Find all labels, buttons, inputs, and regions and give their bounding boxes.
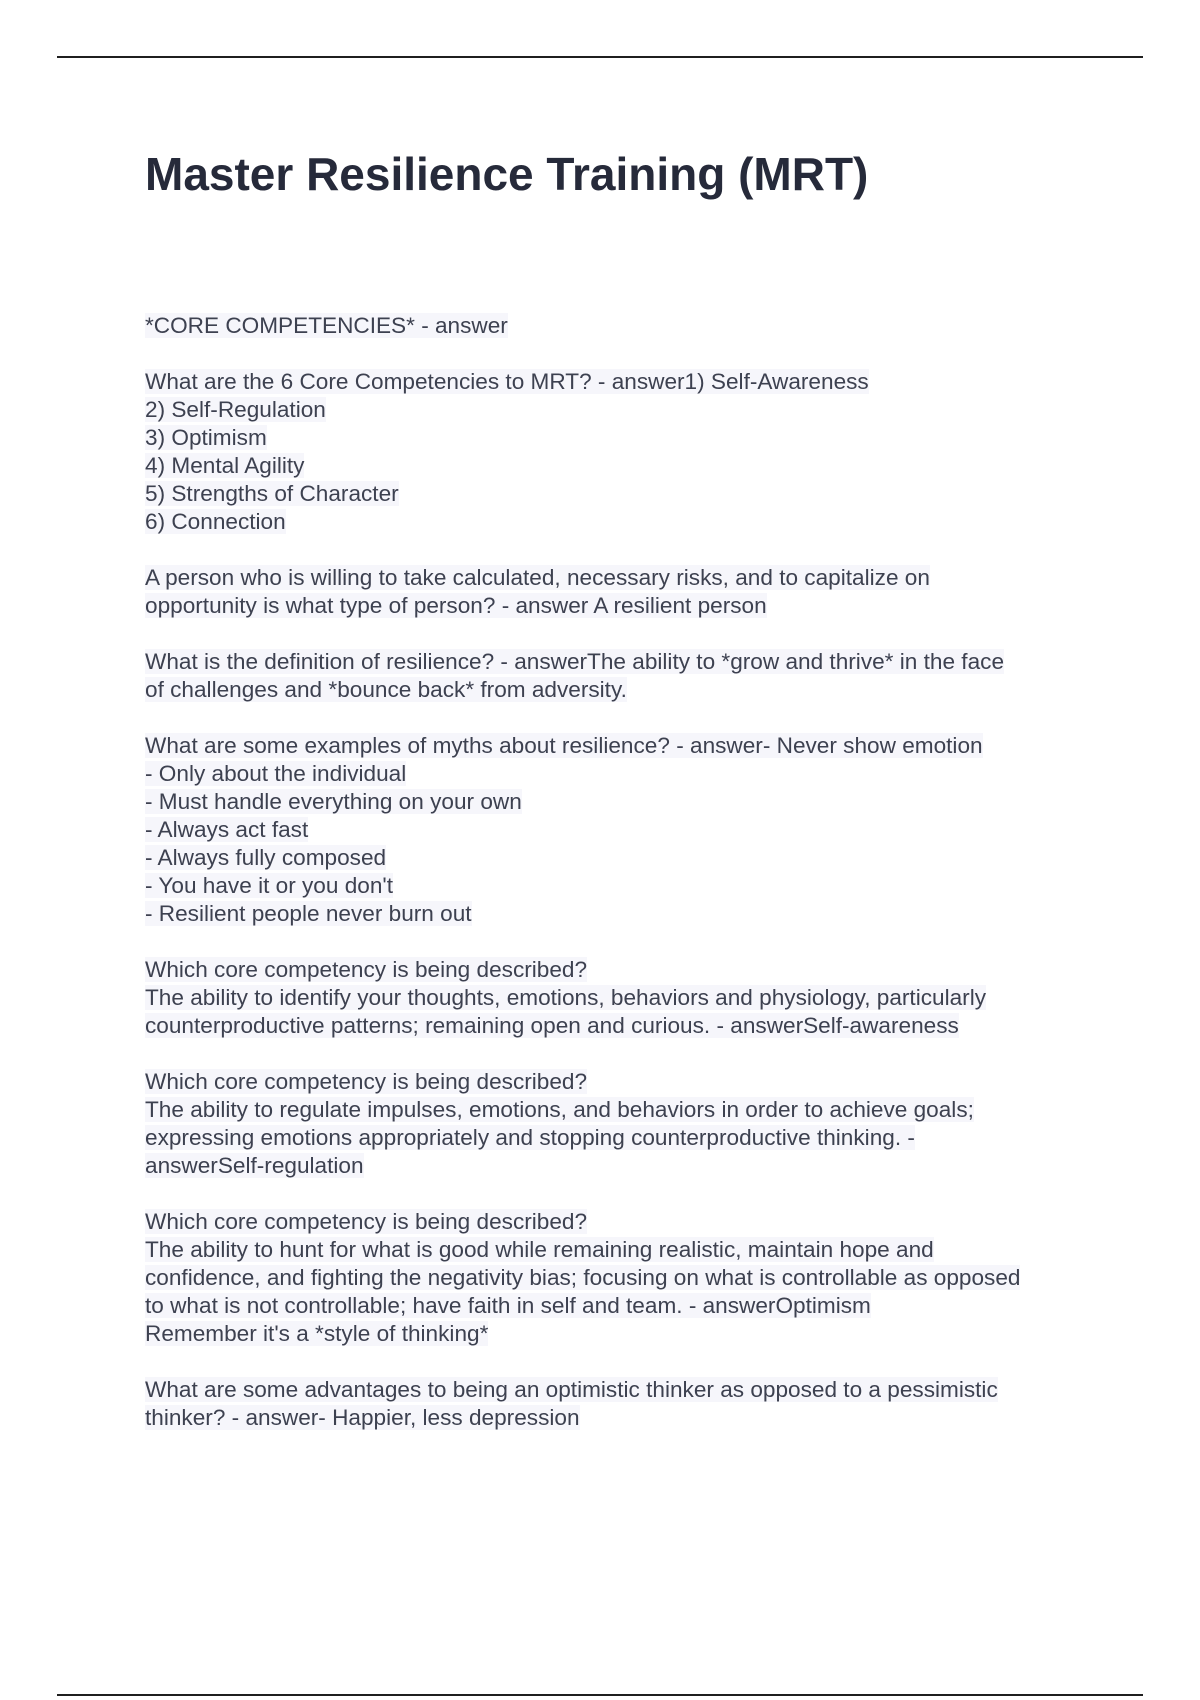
- qa-line-text: 5) Strengths of Character: [145, 481, 399, 506]
- bottom-rule: [57, 1694, 1143, 1696]
- qa-line: [145, 368, 1090, 396]
- qa-entry: [145, 1376, 1090, 1432]
- qa-line-text: The ability to hunt for what is good while remaining realistic, maintain hope and: [145, 1237, 934, 1262]
- qa-line: [145, 956, 1090, 984]
- qa-line: [145, 816, 1090, 844]
- qa-line: [145, 1208, 1090, 1236]
- qa-line: [145, 844, 1090, 872]
- qa-line-text: What are some examples of myths about resilience? - answer- Never show emotion: [145, 733, 983, 758]
- qa-entry: [145, 312, 1090, 340]
- qa-line: [145, 1236, 1090, 1264]
- qa-entry: [145, 1208, 1090, 1348]
- qa-line-text: opportunity is what type of person? - answer A resilient person: [145, 593, 767, 618]
- qa-line: [145, 508, 1090, 536]
- qa-line: [145, 312, 1090, 340]
- qa-line-text: counterproductive patterns; remaining open and curious. - answerSelf-awareness: [145, 1013, 959, 1038]
- qa-line-text: - Only about the individual: [145, 761, 407, 786]
- qa-entry: [145, 1068, 1090, 1180]
- qa-line: [145, 592, 1090, 620]
- qa-line: [145, 1096, 1090, 1124]
- qa-line: [145, 900, 1090, 928]
- qa-line-text: Which core competency is being described?: [145, 1069, 588, 1094]
- qa-line: [145, 452, 1090, 480]
- qa-line-text: to what is not controllable; have faith in self and team. - answerOptimism: [145, 1293, 871, 1318]
- qa-line-text: - Always act fast: [145, 817, 309, 842]
- flashcard-list: [145, 312, 1090, 1460]
- qa-line: [145, 1376, 1090, 1404]
- qa-line: [145, 1124, 1090, 1152]
- qa-entry: [145, 564, 1090, 620]
- qa-line-text: - Must handle everything on your own: [145, 789, 522, 814]
- qa-line-text: Which core competency is being described?: [145, 957, 588, 982]
- qa-line: [145, 1320, 1090, 1348]
- qa-line-text: A person who is willing to take calculated, necessary risks, and to capitalize on: [145, 565, 930, 590]
- qa-entry: [145, 956, 1090, 1040]
- qa-line: [145, 480, 1090, 508]
- qa-line-text: The ability to identify your thoughts, emotions, behaviors and physiology, particularly: [145, 985, 987, 1010]
- qa-line: [145, 984, 1090, 1012]
- qa-line-text: What are some advantages to being an optimistic thinker as opposed to a pessimistic: [145, 1377, 998, 1402]
- qa-entry: [145, 648, 1090, 704]
- qa-line-text: expressing emotions appropriately and stopping counterproductive thinking. -: [145, 1125, 915, 1150]
- qa-entry: [145, 732, 1090, 928]
- qa-line-text: What are the 6 Core Competencies to MRT? - answer1) Self-Awareness: [145, 369, 869, 394]
- qa-line-text: The ability to regulate impulses, emotions, and behaviors in order to achieve goals;: [145, 1097, 974, 1122]
- qa-line-text: Remember it's a *style of thinking*: [145, 1321, 489, 1346]
- qa-line: [145, 564, 1090, 592]
- qa-line: [145, 424, 1090, 452]
- qa-line-text: What is the definition of resilience? - answerThe ability to *grow and thrive* in the face: [145, 649, 1005, 674]
- qa-line: [145, 648, 1090, 676]
- qa-line: [145, 732, 1090, 760]
- qa-line-text: - Resilient people never burn out: [145, 901, 472, 926]
- qa-line: [145, 676, 1090, 704]
- qa-line: [145, 788, 1090, 816]
- qa-line: [145, 1264, 1090, 1292]
- document-title: Master Resilience Training (MRT): [145, 148, 869, 200]
- qa-line-text: - Always fully composed: [145, 845, 387, 870]
- qa-line-text: *CORE COMPETENCIES* - answer: [145, 313, 508, 338]
- qa-line-text: thinker? - answer- Happier, less depression: [145, 1405, 580, 1430]
- qa-line: [145, 1152, 1090, 1180]
- qa-line: [145, 396, 1090, 424]
- qa-line-text: - You have it or you don't: [145, 873, 394, 898]
- qa-line: [145, 872, 1090, 900]
- qa-line-text: 2) Self-Regulation: [145, 397, 326, 422]
- qa-line: [145, 1068, 1090, 1096]
- qa-line: [145, 1404, 1090, 1432]
- qa-line: [145, 1292, 1090, 1320]
- qa-line-text: confidence, and fighting the negativity bias; focusing on what is controllable as opposed: [145, 1265, 1021, 1290]
- qa-line: [145, 1012, 1090, 1040]
- qa-line: [145, 760, 1090, 788]
- qa-line-text: answerSelf-regulation: [145, 1153, 364, 1178]
- qa-line-text: 4) Mental Agility: [145, 453, 305, 478]
- qa-line-text: Which core competency is being described?: [145, 1209, 588, 1234]
- top-rule: [57, 56, 1143, 58]
- qa-line-text: of challenges and *bounce back* from adversity.: [145, 677, 627, 702]
- qa-entry: [145, 368, 1090, 536]
- qa-line-text: 6) Connection: [145, 509, 286, 534]
- qa-line-text: 3) Optimism: [145, 425, 267, 450]
